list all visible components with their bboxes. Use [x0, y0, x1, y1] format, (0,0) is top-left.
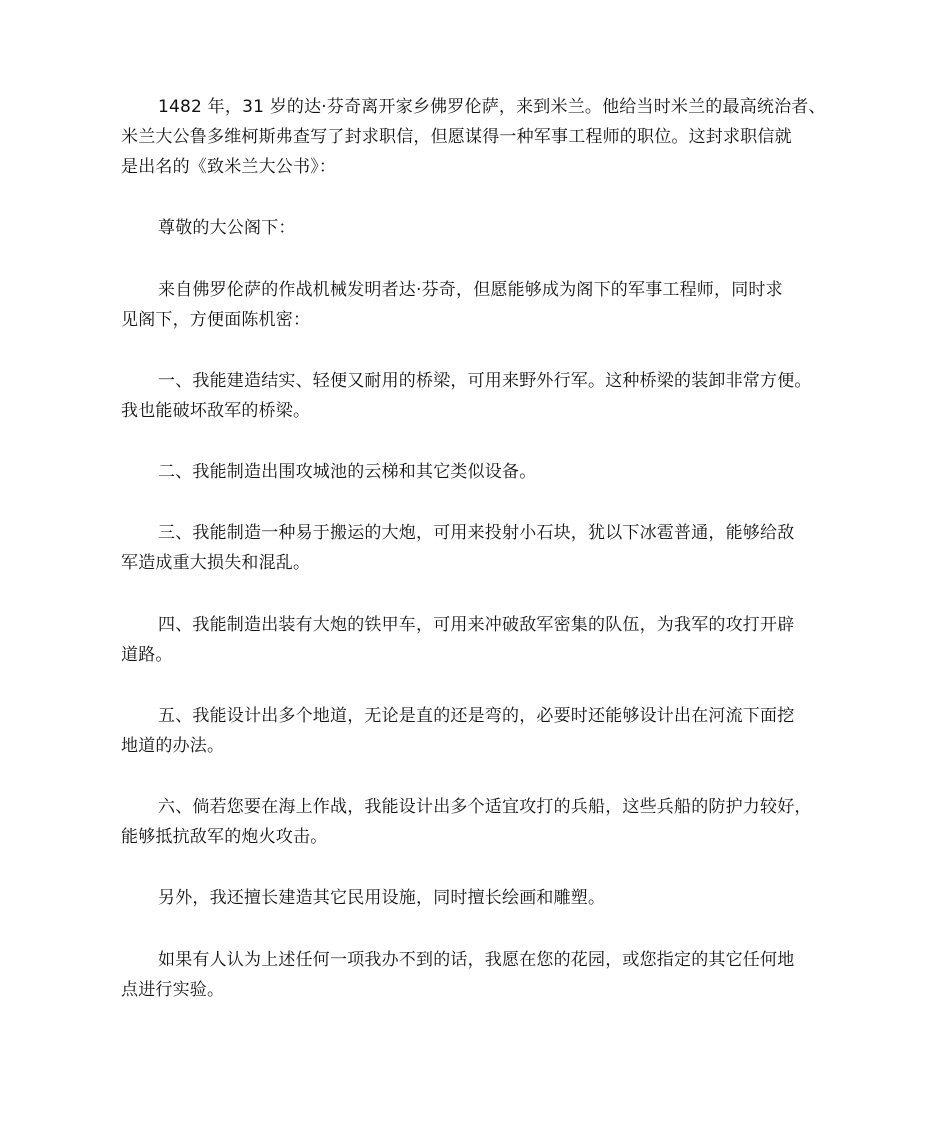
text-line: 三、我能制造一种易于搬运的大炮，可用来投射小石块，犹以下冰雹普通，能够给敌: [158, 523, 795, 543]
paragraph-item-1: [121, 366, 841, 426]
text-line: 1482 年，31 岁的达·芬奇离开家乡佛罗伦萨，来到米兰。他给当时米兰的最高统治者、: [158, 97, 826, 117]
text-line: 见阁下，方便面陈机密：: [121, 310, 311, 330]
paragraph-intro: [121, 92, 841, 182]
text-line: 一、我能建造结实、轻便又耐用的桥梁，可用来野外行军。这种桥梁的装卸非常方便。: [158, 371, 812, 391]
paragraph-item-5: [121, 701, 841, 761]
text-line: 是出名的《致米兰大公书》：: [121, 157, 337, 177]
text-line: 另外，我还擅长建造其它民用设施，同时擅长绘画和雕塑。: [158, 888, 606, 908]
text-line: 米兰大公鲁多维柯斯弗查写了封求职信，但愿谋得一种军事工程师的职位。这封求职信就: [121, 127, 792, 147]
paragraph-item-3: [121, 518, 841, 578]
paragraph-item-2: [121, 457, 841, 487]
text-line: 六、倘若您要在海上作战，我能设计出多个适宜攻打的兵船，这些兵船的防护力较好，: [158, 797, 812, 817]
text-line: 军造成重大损失和混乱。: [121, 553, 311, 573]
text-line: 尊敬的大公阁下：: [158, 218, 296, 238]
paragraph-salutation: [121, 213, 841, 243]
text-line: 我也能破坏敌军的桥梁。: [121, 401, 311, 421]
paragraph-introduction: [121, 275, 841, 335]
text-line: 能够抵抗敌军的炮火攻击。: [121, 827, 328, 847]
text-line: 地道的办法。: [121, 736, 225, 756]
text-line: 来自佛罗伦萨的作战机械发明者达·芬奇，但愿能够成为阁下的军事工程师，同时求: [158, 280, 783, 300]
text-line: 道路。: [121, 645, 173, 665]
text-line: 四、我能制造出装有大炮的铁甲车，可用来冲破敌军密集的队伍，为我军的攻打开辟: [158, 615, 795, 635]
paragraph-item-6: [121, 792, 841, 852]
text-line: 点进行实验。: [121, 980, 225, 1000]
text-line: 如果有人认为上述任何一项我办不到的话，我愿在您的花园，或您指定的其它任何地: [158, 950, 795, 970]
paragraph-item-4: [121, 610, 841, 670]
paragraph-additional: [121, 883, 841, 913]
text-line: 二、我能制造出围攻城池的云梯和其它类似设备。: [158, 462, 537, 482]
text-line: 五、我能设计出多个地道，无论是直的还是弯的，必要时还能够设计出在河流下面挖: [158, 706, 795, 726]
paragraph-closing: [121, 945, 841, 1005]
